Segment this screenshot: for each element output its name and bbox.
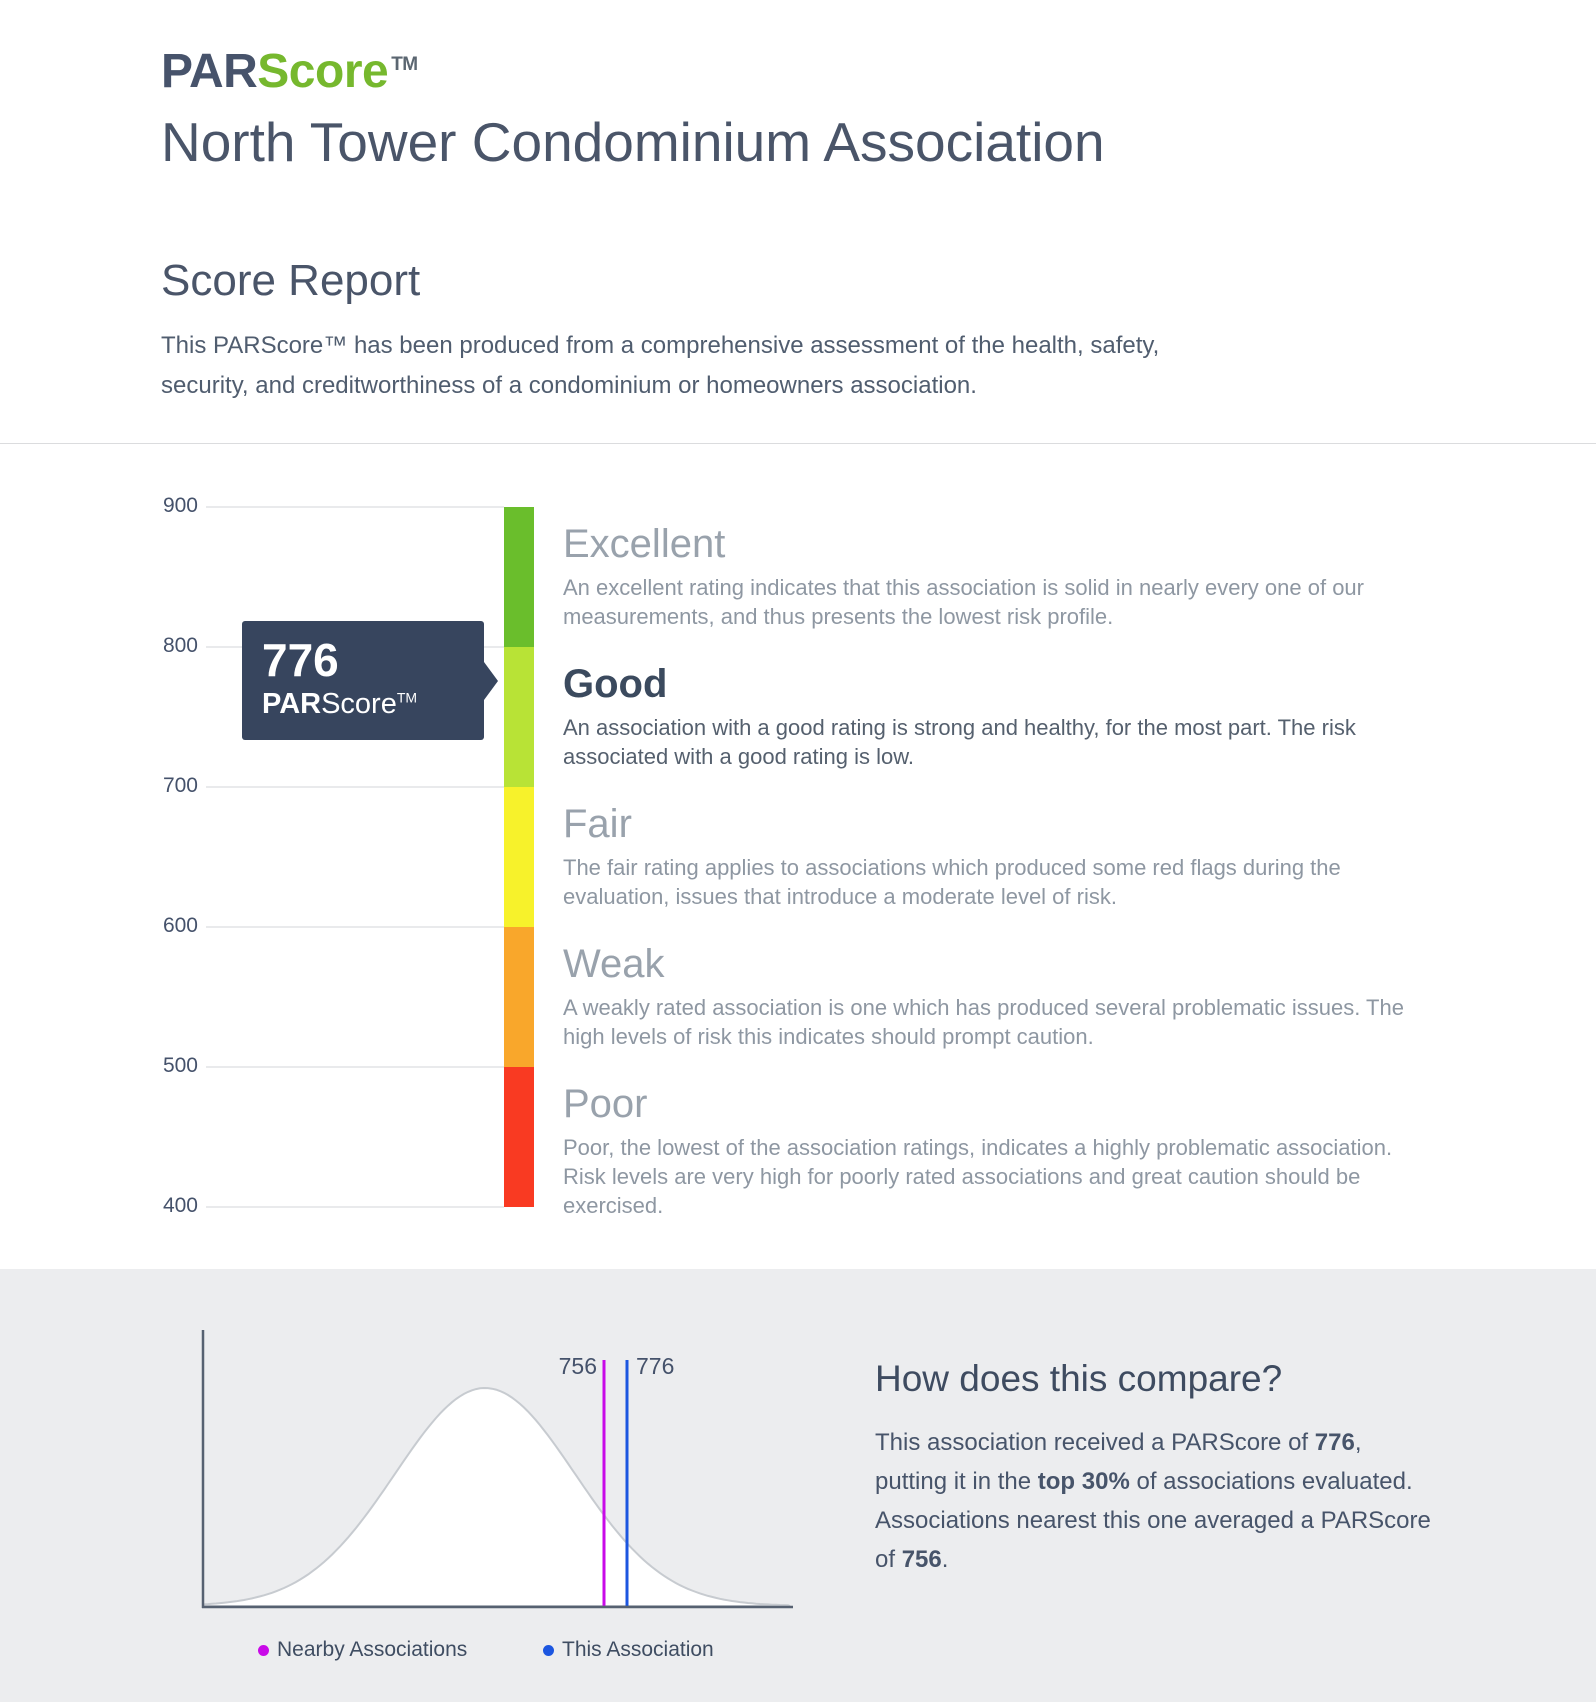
compare-section bbox=[0, 1269, 1596, 1702]
rating-heading: Good bbox=[563, 662, 668, 706]
rating-description: An excellent rating indicates that this association is solid in nearly every one of our measurements, and thus presents the lowest risk profile. bbox=[563, 575, 1364, 629]
compare-heading: How does this compare? bbox=[875, 1358, 1283, 1399]
band-segment-fair bbox=[504, 787, 534, 927]
band-segment-poor bbox=[504, 1067, 534, 1207]
grid-line bbox=[206, 786, 504, 788]
report-description: This PARScore™ has been produced from a comprehensive assessment of the health, safety, security, and creditworthiness of a condominium or homeowners association. bbox=[161, 332, 1160, 399]
grid-line bbox=[206, 926, 504, 928]
legend-label: This Association bbox=[562, 1638, 714, 1661]
rating-block-fair bbox=[563, 802, 1419, 911]
score-value: 776 bbox=[262, 634, 339, 686]
rating-heading: Excellent bbox=[563, 522, 726, 566]
axis-tick-label: 600 bbox=[162, 914, 198, 937]
page-title: North Tower Condominium Association bbox=[161, 111, 1105, 173]
rating-description: A weakly rated association is one which has produced several problematic issues. The high levels of risk this indicates should prompt caution. bbox=[563, 995, 1404, 1049]
axis-tick-label: 700 bbox=[162, 774, 198, 797]
compare-paragraph-line: Associations nearest this one averaged a PARScore bbox=[875, 1507, 1431, 1534]
band-segment-weak bbox=[504, 927, 534, 1067]
rating-heading: Fair bbox=[563, 802, 632, 846]
rating-block-poor bbox=[563, 1082, 1419, 1220]
rating-description: An association with a good rating is strong and healthy, for the most part. The risk associated with a good rating is low. bbox=[563, 715, 1356, 769]
badge-pointer-arrow bbox=[484, 662, 498, 700]
compare-paragraph-line: of 756. bbox=[875, 1546, 949, 1573]
grid-line bbox=[206, 1206, 504, 1208]
this-score-label: 776 bbox=[636, 1353, 675, 1379]
axis-tick-label: 800 bbox=[162, 634, 198, 657]
badge-brand-label: PARScore™ bbox=[262, 688, 418, 720]
axis-tick-label: 500 bbox=[162, 1054, 198, 1077]
parscore-logo bbox=[161, 44, 418, 99]
band-segment-excellent bbox=[504, 507, 534, 647]
rating-block-excellent bbox=[563, 522, 1419, 631]
logo-score: Score bbox=[257, 45, 389, 98]
grid-line bbox=[206, 506, 504, 508]
nearby-score-label: 756 bbox=[558, 1353, 597, 1379]
legend-item bbox=[258, 1638, 467, 1662]
legend-label: Nearby Associations bbox=[277, 1638, 468, 1661]
logo-trademark: TM bbox=[391, 54, 418, 75]
rating-heading: Poor bbox=[563, 1082, 648, 1126]
rating-description: Poor, the lowest of the association ratings, indicates a highly problematic association. Risk levels are very high for poorly rated associations and great caution should be exercised. bbox=[563, 1135, 1393, 1218]
rating-description: The fair rating applies to associations which produced some red flags during the evaluation, issues that introduce a moderate level of risk. bbox=[563, 855, 1341, 909]
grid-line bbox=[206, 1066, 504, 1068]
score-badge bbox=[242, 621, 484, 740]
section-divider bbox=[0, 443, 1596, 444]
band-segment-good bbox=[504, 647, 534, 787]
axis-tick-label: 400 bbox=[162, 1194, 198, 1217]
legend-dot-icon bbox=[543, 1645, 554, 1656]
bell-curve bbox=[204, 1388, 790, 1606]
report-heading: Score Report bbox=[161, 256, 421, 305]
rating-block-weak bbox=[563, 942, 1419, 1051]
rating-block-good bbox=[563, 662, 1419, 771]
compare-paragraph-line: This association received a PARScore of 776, bbox=[875, 1429, 1362, 1456]
compare-paragraph-line: putting it in the top 30% of associations evaluated. bbox=[875, 1468, 1413, 1495]
score-color-bar bbox=[504, 507, 534, 1207]
axis-tick-label: 900 bbox=[162, 494, 198, 517]
legend-dot-icon bbox=[258, 1645, 269, 1656]
rating-heading: Weak bbox=[563, 942, 665, 986]
legend-item bbox=[543, 1638, 714, 1662]
compare-paragraph bbox=[875, 1423, 1431, 1579]
logo-par: PAR bbox=[161, 45, 258, 98]
